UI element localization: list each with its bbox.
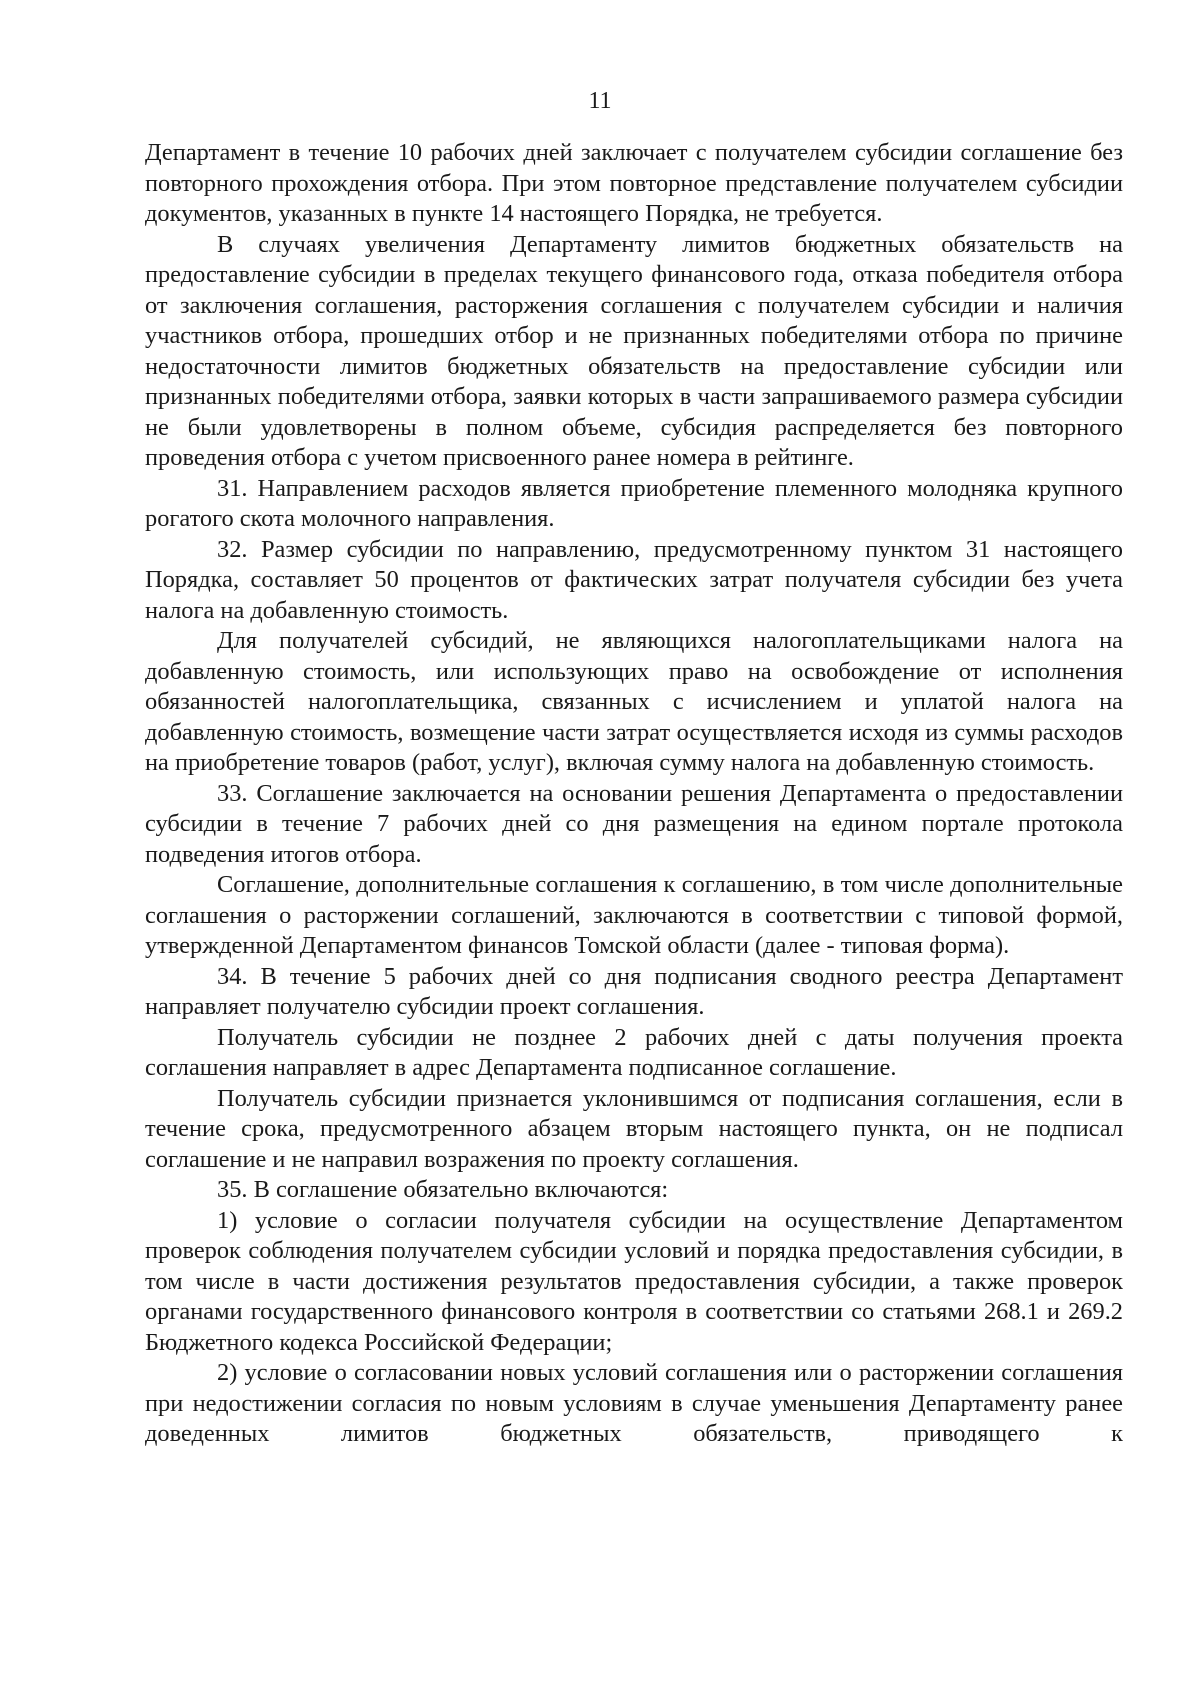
paragraph: Получатель субсидии признается уклонившимся от подписания соглашения, если в течение срока, предусмотренного абзацем вторым настоящего пункта, он не подписал соглашение и не направил возражения по проекту соглашения. <box>145 1084 1123 1173</box>
paragraph: Для получателей субсидий, не являющихся налогоплательщиками налога на добавленную стоимость, или использующих право на освобождение от исполнения обязанностей налогоплательщика, связанных с исчислением и уплатой налога на добавленную стоимость, возмещение части затрат осуществляется исходя из суммы расходов на приобретение товаров (работ, услуг), включая сумму налога на добавленную стоимость. <box>145 627 1123 776</box>
document-body <box>145 138 1123 1450</box>
paragraph: Соглашение, дополнительные соглашения к соглашению, в том числе дополнительные соглашения о расторжении соглашений, заключаются в соответствии с типовой формой, утвержденной Департаментом финансов Томской области (далее - типовая форма). <box>145 871 1123 959</box>
paragraph: 1) условие о согласии получателя субсидии на осуществление Департаментом проверок соблюдения получателем субсидии условий и порядка предоставления субсидии, в том числе в части достижения результатов предоставления субсидии, а также проверок органами государственного финансового контроля в соответствии со статьями 268.1 и 269.2 Бюджетного кодекса Российской Федерации; <box>145 1206 1123 1356</box>
paragraph: 31. Направлением расходов является приобретение племенного молодняка крупного рогатого скота молочного направления. <box>145 474 1123 532</box>
paragraph: 35. В соглашение обязательно включаются: <box>217 1176 669 1203</box>
paragraph: Департамент в течение 10 рабочих дней заключает с получателем субсидии соглашение без повторного прохождения отбора. При этом повторное представление получателем субсидии документов, указанных в пункте 14 настоящего Порядка, не требуется. <box>145 139 1123 227</box>
paragraph: 34. В течение 5 рабочих дней со дня подписания сводного реестра Департамент направляет получателю субсидии проект соглашения. <box>145 962 1123 1020</box>
paragraph: 33. Соглашение заключается на основании решения Департамента о предоставлении субсидии в течение 7 рабочих дней со дня размещения на едином портале протокола подведения итогов отбора. <box>145 779 1123 868</box>
paragraph: 32. Размер субсидии по направлению, предусмотренному пунктом 31 настоящего Порядка, составляет 50 процентов от фактических затрат получателя субсидии без учета налога на добавленную стоимость. <box>145 535 1123 624</box>
paragraph: 2) условие о согласовании новых условий соглашения или о расторжении соглашения при недостижении согласия по новым условиям в случае уменьшения Департаменту ранее доведенных лимитов бюджетных обязательств, приводящего к <box>145 1359 1123 1447</box>
paragraph: Получатель субсидии не позднее 2 рабочих дней с даты получения проекта соглашения направляет в адрес Департамента подписанное соглашение. <box>145 1023 1123 1081</box>
paragraph: В случаях увеличения Департаменту лимитов бюджетных обязательств на предоставление субсидии в пределах текущего финансового года, отказа победителя отбора от заключения соглашения, расторжения соглашения с получателем субсидии и наличия участников отбора, прошедших отбор и не признанных победителями отбора по причине недостаточности лимитов бюджетных обязательств на предоставление субсидии или признанных победителями отбора, заявки которых в части запрашиваемого размера субсидии не были удовлетворены в полном объеме, субсидия распределяется без повторного проведения отбора с учетом присвоенного ранее номера в рейтинге. <box>145 230 1123 471</box>
page-number: 11 <box>588 88 612 114</box>
